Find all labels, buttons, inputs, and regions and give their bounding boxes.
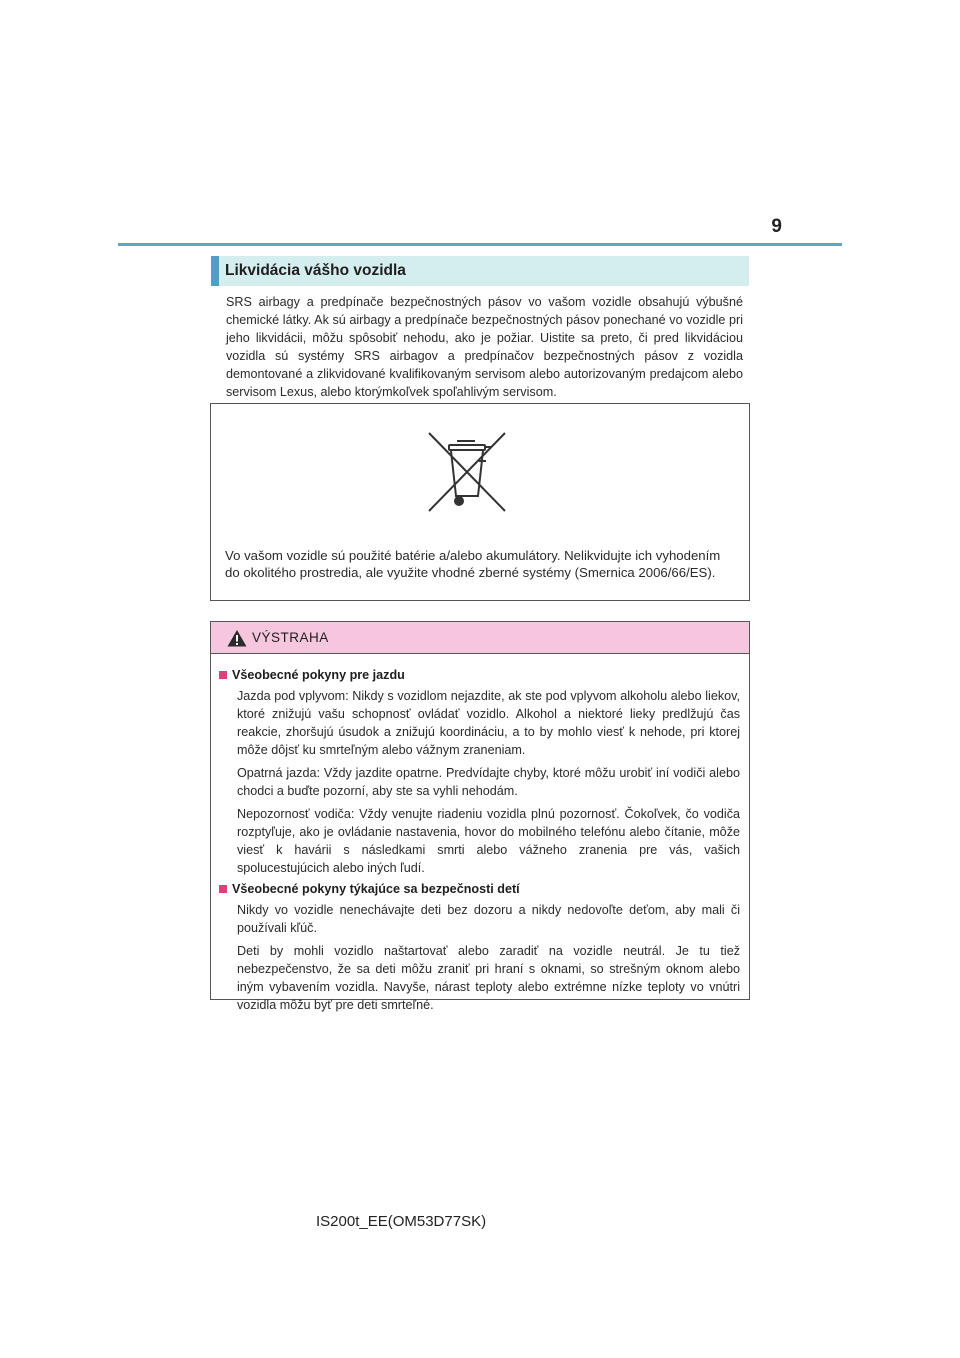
bullet-heading [219,668,740,682]
section-heading: Likvidácia vášho vozidla [211,256,749,286]
battery-disposal-box [210,403,750,601]
driving-precautions-heading: Všeobecné pokyny pre jazdu [232,668,405,682]
square-bullet-icon [219,671,227,679]
warning-header [211,622,749,654]
warning-body [211,654,749,1014]
warning-paragraph: Nikdy vo vozidle nenechávajte deti bez dozoru a nikdy nedovoľte deťom, aby mali či používali kľúč. [237,903,740,935]
child-safety-heading: Všeobecné pokyny týkajúce sa bezpečnosti detí [232,882,520,896]
document-code: IS200t_EE(OM53D77SK) [316,1213,487,1230]
warning-paragraph: Opatrná jazda: Vždy jazdite opatrne. Predvídajte chyby, ktoré môžu urobiť iní vodiči alebo chodci a buďte pozorní, aby ste sa vyhli nehodám. [237,766,740,798]
warning-title: VÝSTRAHA [252,630,329,645]
crossed-out-wheelie-bin-icon [427,431,507,515]
section-intro: SRS airbagy a predpínače bezpečnostných pásov vo vašom vozidle obsahujú výbušné chemické látky. Ak sú airbagy a predpínače bezpečnostných pásov ponechané vo vozidle pri jeho likvidácii, môžu spôsobiť nehodu, ako je požiar. Uistite sa preto, či pred likvidáciou vozidla sú systémy SRS airbagov a predpínačov bezpečnostných pásov z vozidla demontované a zlikvidované kvalifikovaným servisom alebo autorizovaným predajcom alebo servisom Lexus, alebo ktorýmkoľvek spoľahlivým servisom. [226,295,743,399]
battery-disposal-text: Vo vašom vozidle sú použité batérie a/alebo akumulátory. Nelikvidujte ich vyhodením do okolitého prostredia, ale využite vhodné zberné systémy (Smernica 2006/66/ES). [225,548,721,580]
warning-paragraph: Deti by mohli vozidlo naštartovať alebo zaradiť na vozidle neutrál. Je tu tiež nebezpečenstvo, že sa deti môžu zraniť pri hraní s oknami, so strešným oknom alebo iným vybavením vozidla. Navyše, nárast teploty alebo extrémne nízke teploty vo vnútri vozidla môžu byť pre deti smrteľné. [237,944,740,1012]
warning-triangle-icon [227,629,247,647]
warning-paragraph: Jazda pod vplyvom: Nikdy s vozidlom nejazdite, ak ste pod vplyvom alkoholu alebo liekov, ktoré znižujú vašu schopnosť ovládať vozidlo. Alkohol a niektoré lieky predlžujú čas reakcie, zhoršujú úsudok a znižujú koordináciu, a to by mohlo viesť k nehode, pri ktorej môže dôjsť ku smrteľným alebo vážnym zraneniam. [237,689,740,757]
header-rule [118,243,842,246]
square-bullet-icon [219,885,227,893]
page-number: 9 [771,216,782,237]
warning-box [210,621,750,1012]
warning-paragraph: Nepozornosť vodiča: Vždy venujte riadeniu vozidla plnú pozornosť. Čokoľvek, čo vodiča rozptyľuje, ako je ovládanie nastavenia, hovor do mobilného telefónu alebo čítanie, môže viesť k havárii s následkami smrti alebo vážneho zranenia pre vás, vašich spolucestujúcich alebo iných ľudí. [237,807,740,875]
bullet-heading [219,882,740,896]
